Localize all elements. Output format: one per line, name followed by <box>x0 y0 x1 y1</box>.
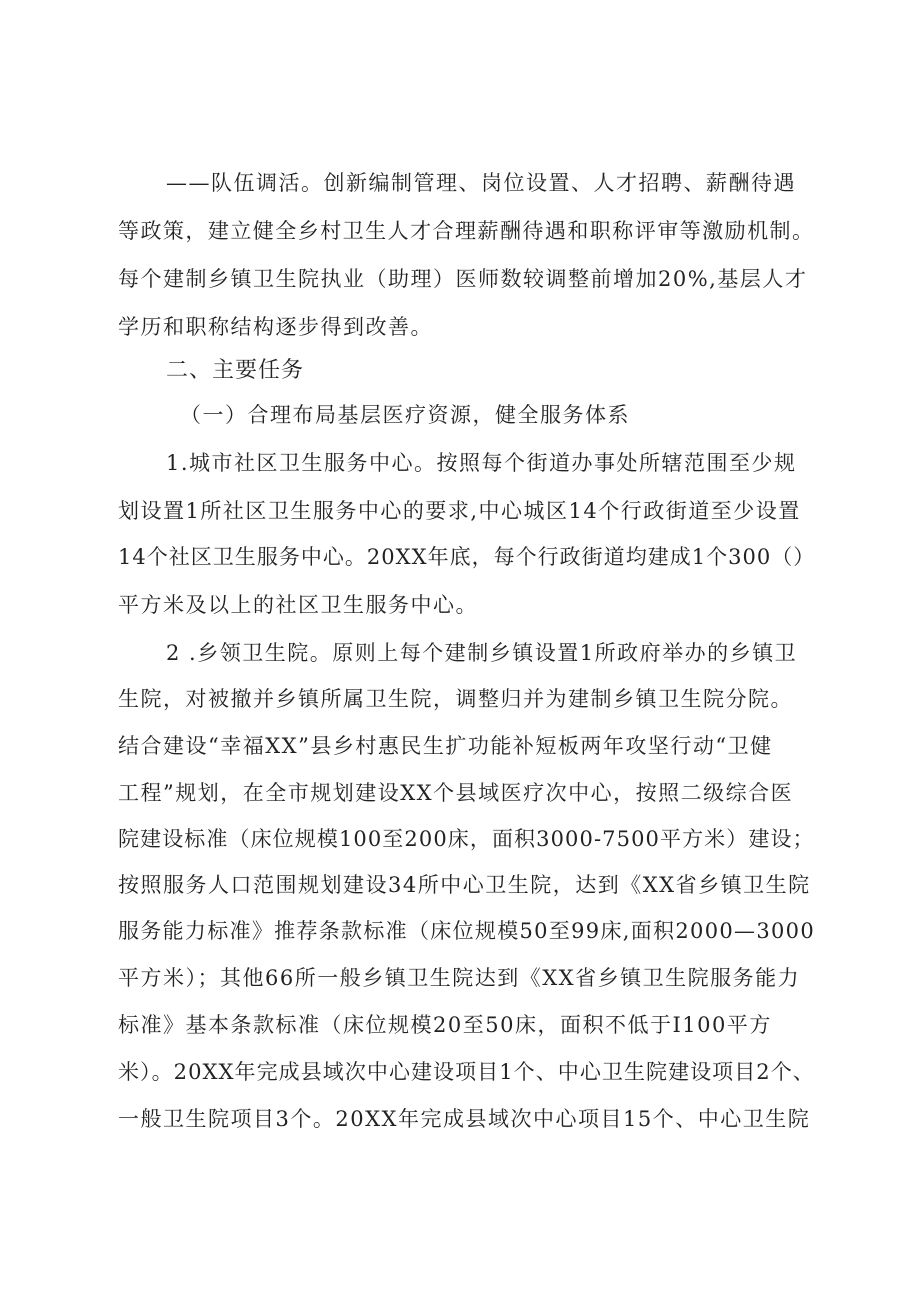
paragraph-line: 生院，对被撤并乡镇所属卫生院，调整归并为建制乡镇卫生院分院。 <box>118 687 793 711</box>
paragraph-line: 2 .乡领卫生院。原则上每个建制乡镇设置1所政府举办的乡镇卫 <box>166 641 798 665</box>
paragraph-line: 院建设标准（床位规模100至200床，面积3000-7500平方米）建设； <box>118 827 815 851</box>
paragraph-line: 米）。20XX年完成县域次中心建设项目1个、中心卫生院建设项目2个、 <box>118 1060 815 1084</box>
paragraph-line: 结合建设“幸福XX”县乡村惠民生扩功能补短板两年攻坚行动“卫健 <box>118 734 773 758</box>
paragraph-line: 每个建制乡镇卫生院执业（助理）医师数较调整前增加20%,基层人才 <box>118 267 808 291</box>
paragraph-line: 划设置1所社区卫生服务中心的要求,中心城区14个行政街道至少设置 <box>118 499 801 523</box>
paragraph-line: 按照服务人口范围规划建设34所中心卫生院，达到《XX省乡镇卫生院 <box>118 873 811 897</box>
paragraph-line: 14个社区卫生服务中心。20XX年底，每个行政街道均建成1个300（） <box>118 545 816 569</box>
paragraph-line: 学历和职称结构逐步得到改善。 <box>118 315 433 339</box>
paragraph-line: 平方米及以上的社区卫生服务中心。 <box>118 593 478 617</box>
paragraph-line: 等政策，建立健全乡村卫生人才合理薪酬待遇和职称评审等激励机制。 <box>118 219 815 243</box>
paragraph-line: 服务能力标准》推荐条款标准（床位规模50至99床,面积2000—3000 <box>118 919 816 943</box>
paragraph-line: 工程”规划，在全市规划建设XX个县域医疗次中心，按照二级综合医 <box>118 781 794 805</box>
section-heading: 二、主要任务 <box>166 358 305 383</box>
subsection-heading: （一）合理布局基层医疗资源，健全服务体系 <box>180 403 630 427</box>
paragraph-line: 平方米）；其他66所一般乡镇卫生院达到《XX省乡镇卫生院服务能力 <box>118 966 801 990</box>
paragraph-line: 一般卫生院项目3个。20XX年完成县域次中心项目15个、中心卫生院 <box>118 1107 811 1131</box>
paragraph-line: 1.城市社区卫生服务中心。按照每个街道办事处所辖范围至少规 <box>166 451 797 475</box>
paragraph-line: 标准》基本条款标准（床位规模20至50床，面积不低于I100平方 <box>118 1013 772 1037</box>
paragraph-line: ——队伍调活。创新编制管理、岗位设置、人才招聘、薪酬待遇 <box>166 171 796 195</box>
